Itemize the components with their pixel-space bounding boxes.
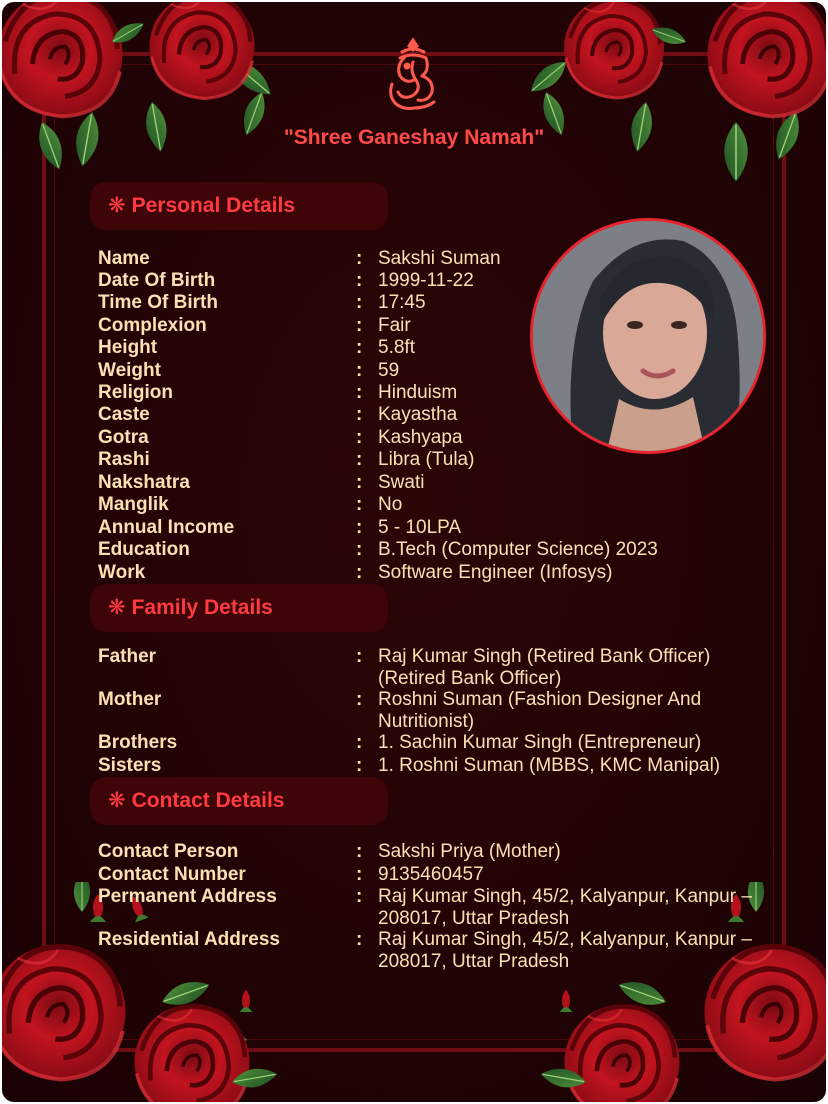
detail-value: Sakshi Suman — [378, 248, 501, 269]
detail-label: Education — [98, 539, 190, 560]
detail-value: 17:45 — [378, 292, 426, 313]
detail-value: Fair — [378, 315, 411, 336]
detail-label: Manglik — [98, 494, 169, 515]
detail-label: Annual Income — [98, 517, 235, 538]
detail-label: Name — [98, 248, 150, 269]
detail-value: Raj Kumar Singh, 45/2, Kalyanpur, Kanpur – 208017, Uttar Pradesh — [378, 886, 752, 929]
section-title: Family Details — [131, 596, 273, 619]
rose-icon — [2, 882, 302, 1102]
detail-value: B.Tech (Computer Science) 2023 — [378, 539, 658, 560]
detail-value: 1. Roshni Suman (MBBS, KMC Manipal) — [378, 755, 721, 776]
detail-label: Brothers — [98, 732, 178, 753]
detail-value: 1. Sachin Kumar Singh (Entrepreneur) — [378, 732, 702, 753]
detail-value: Software Engineer (Infosys) — [378, 562, 613, 583]
detail-value: 5.8ft — [378, 337, 415, 358]
detail-value: Kashyapa — [378, 427, 463, 448]
detail-value: Kayastha — [378, 404, 458, 425]
detail-label: Contact Person — [98, 841, 239, 862]
detail-label: Rashi — [98, 449, 150, 470]
tagline: "Shree Ganeshay Namah" — [283, 126, 545, 149]
detail-label: Mother — [98, 689, 162, 710]
detail-label: Work — [98, 562, 146, 583]
detail-label: Permanent Address — [98, 886, 277, 907]
detail-value: Swati — [378, 472, 425, 493]
detail-label: Gotra — [98, 427, 149, 448]
detail-value: 9135460457 — [378, 864, 484, 885]
detail-label: Time Of Birth — [98, 292, 218, 313]
detail-value: 59 — [378, 360, 400, 381]
section-personal — [90, 182, 388, 230]
rose-icon — [2, 2, 302, 202]
detail-value: Raj Kumar Singh, 45/2, Kalyanpur, Kanpur – 208017, Uttar Pradesh — [378, 929, 752, 972]
detail-label: Caste — [98, 404, 150, 425]
biodata-card: "Shree Ganeshay Namah" ❋ Personal Details Name : Sakshi Suman Date Of Birth : 1999-11-22 Time Of Birth : 17:45 Complexion : Fair Height : 5.8ft Weight : 59 Religion : Hinduism Caste : Kayastha Gotra : Kashyapa Rashi : Libra (Tula) Nakshatra : Swati Manglik : No Annual Income : 5 - 10LPA Education : B.Tech (Computer Science) 2023 Work : Software Engineer (Infosys) ❋ Family Details Father : Raj Kumar Singh (Retired Bank Officer) (Retired Bank Officer) Mother : Roshni Suman (Fashion Designer And Nutritionist) Brothers : 1. Sachin Kumar Singh (Entrepreneur) Sisters : 1. Roshni Suman (MBBS, KMC Manipal) ❋ Contact Details Contact Person : Sakshi Priya (Mother) Contact Number : 9135460457 Permanent Address : Raj Kumar Singh, 45/2, Kalyanpur, Kanpur – 208017, Uttar Pradesh Residential Address : Raj Kumar Singh, 45/2, Kalyanpur, Kanpur – 208017, Uttar Pradesh — [2, 2, 826, 1102]
section-contact — [90, 777, 388, 825]
detail-value: 1999-11-22 — [378, 270, 474, 291]
asterisk-flower-icon: ❋ — [108, 789, 126, 812]
asterisk-flower-icon: ❋ — [108, 194, 126, 217]
detail-value: Libra (Tula) — [378, 449, 475, 470]
detail-value: No — [378, 494, 403, 515]
section-title: Contact Details — [131, 789, 285, 812]
section-family — [90, 584, 388, 632]
detail-label: Father — [98, 646, 157, 667]
detail-label: Complexion — [98, 315, 207, 336]
detail-label: Height — [98, 337, 158, 358]
detail-value: Hinduism — [378, 382, 458, 403]
detail-value: 5 - 10LPA — [378, 517, 462, 538]
detail-label: Date Of Birth — [98, 270, 216, 291]
detail-label: Contact Number — [98, 864, 246, 885]
detail-value: Sakshi Priya (Mother) — [378, 841, 561, 862]
detail-label: Religion — [98, 382, 173, 403]
detail-value: Roshni Suman (Fashion Designer And Nutritionist) — [378, 689, 702, 732]
detail-label: Residential Address — [98, 929, 280, 950]
section-title: Personal Details — [131, 194, 296, 217]
ganesh-icon — [382, 36, 444, 116]
asterisk-flower-icon: ❋ — [108, 596, 126, 619]
detail-label: Sisters — [98, 755, 162, 776]
detail-label: Weight — [98, 360, 161, 381]
detail-label: Nakshatra — [98, 472, 190, 493]
detail-value: Raj Kumar Singh (Retired Bank Officer) (Retired Bank Officer) — [378, 646, 711, 689]
rose-icon — [526, 2, 826, 232]
